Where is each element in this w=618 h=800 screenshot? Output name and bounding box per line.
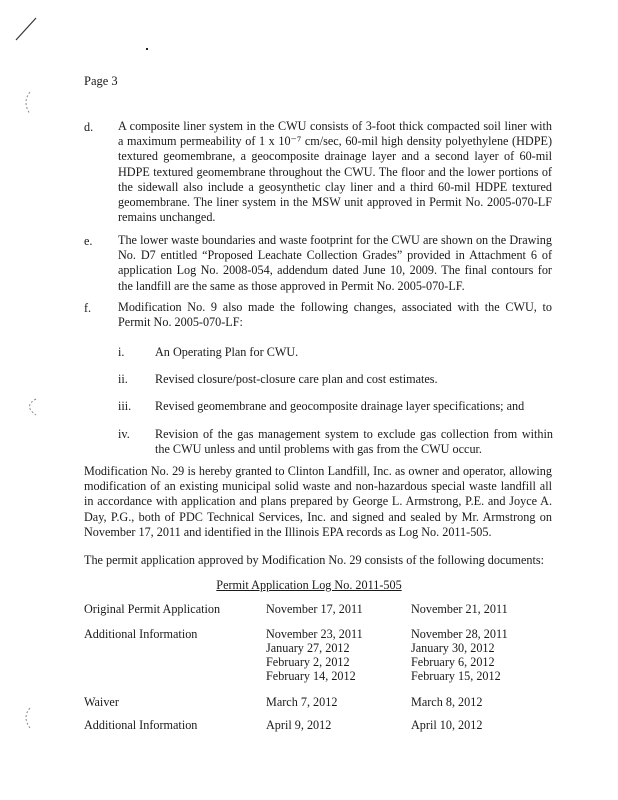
table-doc-cell: Original Permit Application <box>84 602 221 616</box>
item-text: The lower waste boundaries and waste footprint for the CWU are shown on the Drawing No. D7 entitled “Proposed Leachate Collection Grades” provided in Attachment 6 of application Log No. 2008-054, addendum dated June 10, 2009. The final contours for the landfill are the same as those approved in Permit No. 2005-070-LF. <box>118 233 552 293</box>
table-date-cell: January 27, 2012 <box>266 641 350 655</box>
table-date-cell: November 17, 2011 <box>266 602 363 616</box>
documents-intro: The permit application approved by Modification No. 29 consists of the following documents: <box>84 553 544 567</box>
scan-dot <box>146 48 148 50</box>
subitem-text: Revised geomembrane and geocomposite drainage layer specifications; and <box>155 399 525 413</box>
item-text: A composite liner system in the CWU consists of 3-foot thick compacted soil liner with a maximum permeability of 1 x 10⁻⁷ cm/sec, 60-mil high density polyethylene (HDPE) textured geomembrane, a geocomposite drainage layer and a second layer of 60-mil HDPE textured geomembrane throughout the CWU. The floor and the lower portions of the sidewall also include a geosynthetic clay liner and a third 60-mil HDPE textured geomembrane. The liner system in the MSW unit approved in Permit No. 2005-070-LF remains unchanged. <box>118 119 552 225</box>
item-text: Modification No. 9 also made the following changes, associated with the CWU, to Permit No. 2005-070-LF: <box>118 300 552 330</box>
scan-mark-top <box>14 16 38 42</box>
table-doc-cell: Waiver <box>84 695 119 709</box>
table-date-cell: February 2, 2012 <box>266 655 350 669</box>
table-date-cell: November 28, 2011 <box>411 627 508 641</box>
table-doc-cell: Additional Information <box>84 627 198 641</box>
subitem-number: ii. <box>118 372 128 386</box>
table-date-cell: April 10, 2012 <box>411 718 483 732</box>
punch-hole-mark-bottom <box>20 706 34 730</box>
item-letter: f. <box>84 301 92 315</box>
subitem-number: iii. <box>118 399 132 413</box>
subitem-number: i. <box>118 345 125 359</box>
table-date-cell: March 7, 2012 <box>266 695 338 709</box>
item-letter: d. <box>84 120 94 134</box>
table-date-cell: March 8, 2012 <box>411 695 483 709</box>
table-date-cell: January 30, 2012 <box>411 641 495 655</box>
subitem-text: Revised closure/post-closure care plan and cost estimates. <box>155 372 438 386</box>
subitem-number: iv. <box>118 427 130 441</box>
punch-hole-mark-middle <box>20 396 42 418</box>
subitem-text: An Operating Plan for CWU. <box>155 345 299 359</box>
table-date-cell: April 9, 2012 <box>266 718 332 732</box>
table-date-cell: February 15, 2012 <box>411 669 501 683</box>
table-date-cell: November 23, 2011 <box>266 627 363 641</box>
table-date-cell: February 14, 2012 <box>266 669 356 683</box>
page-number: Page 3 <box>84 74 118 88</box>
table-doc-cell: Additional Information <box>84 718 198 732</box>
modification-paragraph: Modification No. 29 is hereby granted to Clinton Landfill, Inc. as owner and operator, allowing modification of an existing municipal solid waste and non-hazardous special waste landfill all in accordance with application and plans prepared by George L. Armstrong, P.E. and Joyce A. Day, P.G., both of PDC Technical Services, Inc. and signed and sealed by Mr. Armstrong on November 17, 2011 and identified in the Illinois EPA records as Log No. 2011-505. <box>84 464 552 539</box>
item-letter: e. <box>84 234 93 248</box>
table-date-cell: February 6, 2012 <box>411 655 495 669</box>
table-title: Permit Application Log No. 2011-505 <box>216 578 402 592</box>
table-date-cell: November 21, 2011 <box>411 602 508 616</box>
punch-hole-mark-top <box>20 90 34 116</box>
subitem-text: Revision of the gas management system to exclude gas collection from within the CWU unless and until problems with gas from the CWU occur. <box>155 427 553 456</box>
